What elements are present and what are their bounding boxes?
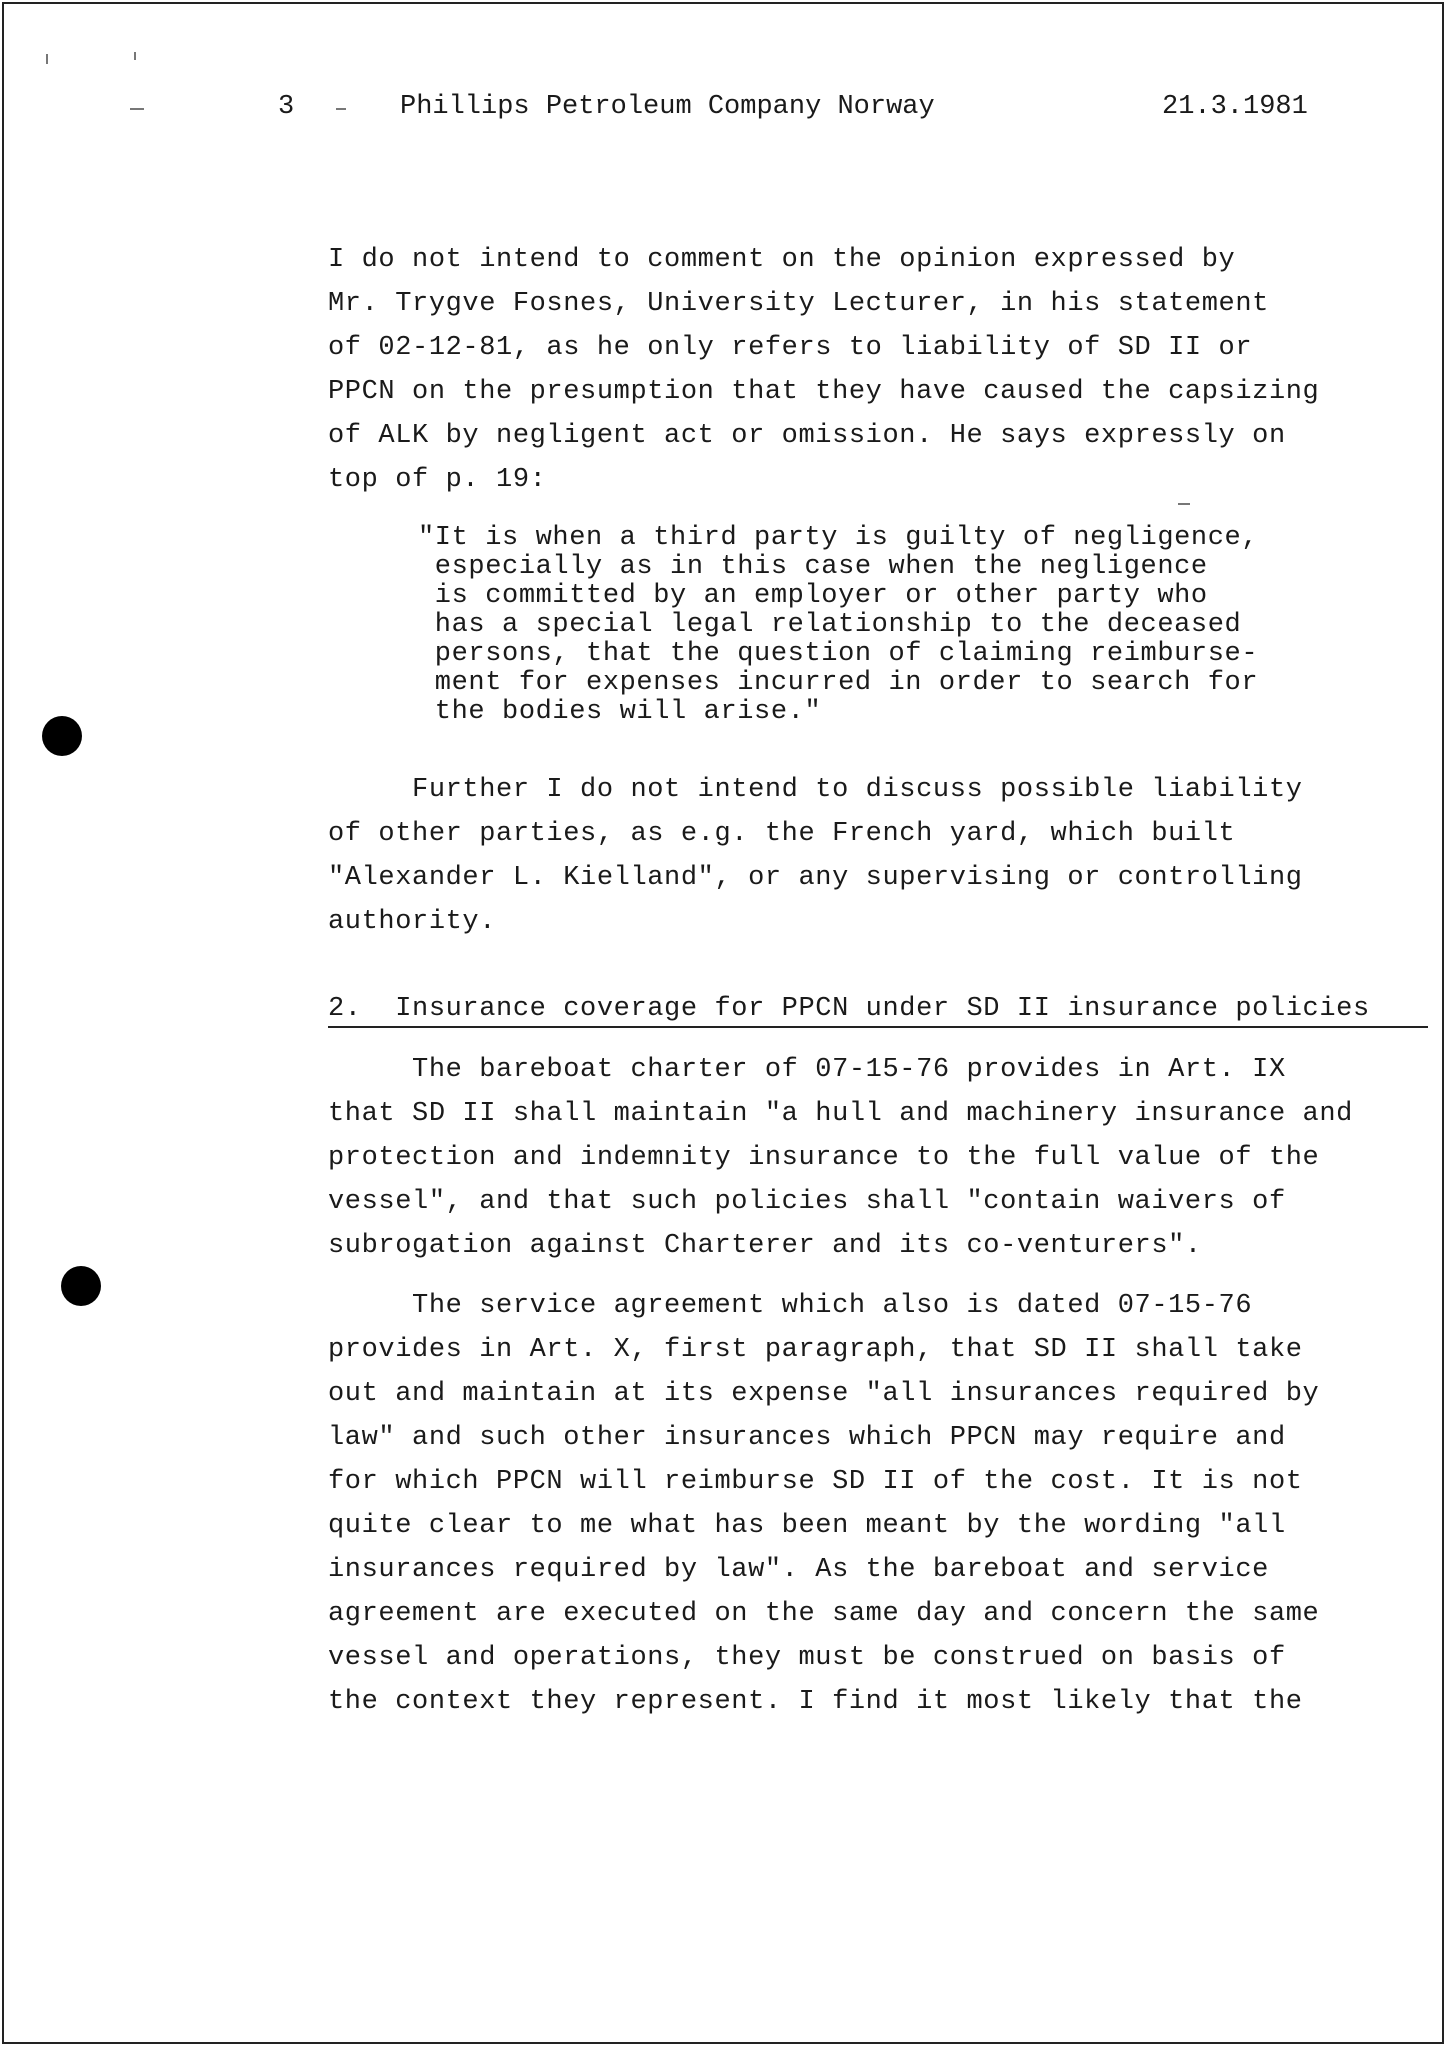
paragraph-bareboat-charter: The bareboat charter of 07-15-76 provides in Art. IX that SD II shall maintain "a hull and machinery insurance and protection and indemnity insurance to the full value of the vessel", and that such policies shall "contain waivers of subrogation against Charterer and its co-venturers".: [328, 1055, 1353, 1261]
document-date: 21.3.1981: [1162, 92, 1308, 122]
margin-mark: [134, 52, 136, 60]
page-number: 3: [278, 92, 295, 122]
margin-mark: [1178, 503, 1190, 505]
paragraph-service-agreement: The service agreement which also is dated 07-15-76 provides in Art. X, first paragraph, that SD II shall take out and maintain at its expense "all insurances required by law" and such other insurances which PPCN may require and for which PPCN will reimburse SD II of the cost. It is not quite clear to me what has been meant by the wording "all insurances required by law". As the bareboat and service agreement are executed on the same day and concern the same vessel and operations, they must be construed on basis of the context they represent. I find it most likely that the: [328, 1291, 1320, 1717]
section-heading: 2. Insurance coverage for PPCN under SD II insurance policies: [328, 994, 1428, 1028]
margin-mark: [46, 54, 48, 64]
punch-hole: [61, 1266, 101, 1306]
block-quote: "It is when a third party is guilty of negligence, especially as in this case when the negligence is committed by an employer or other party who has a special legal relationship to the deceased persons, that the question of claiming reimburse- ment for expenses incurred in order to search for the bodies will arise.": [418, 523, 1259, 727]
company-name: Phillips Petroleum Company Norway: [400, 92, 935, 122]
page-header: [0, 92, 1448, 132]
paragraph-other-parties: Further I do not intend to discuss possible liability of other parties, as e.g. the French yard, which built "Alexander L. Kielland", or any supervising or controlling authority.: [328, 775, 1303, 937]
paragraph-fosnes-opinion: I do not intend to comment on the opinion expressed by Mr. Trygve Fosnes, University Lecturer, in his statement of 02-12-81, as he only refers to liability of SD II or PPCN on the presumption that they have caused the capsizing of ALK by negligent act or omission. He says expressly on top of p. 19:: [328, 245, 1320, 495]
punch-hole: [42, 716, 82, 756]
